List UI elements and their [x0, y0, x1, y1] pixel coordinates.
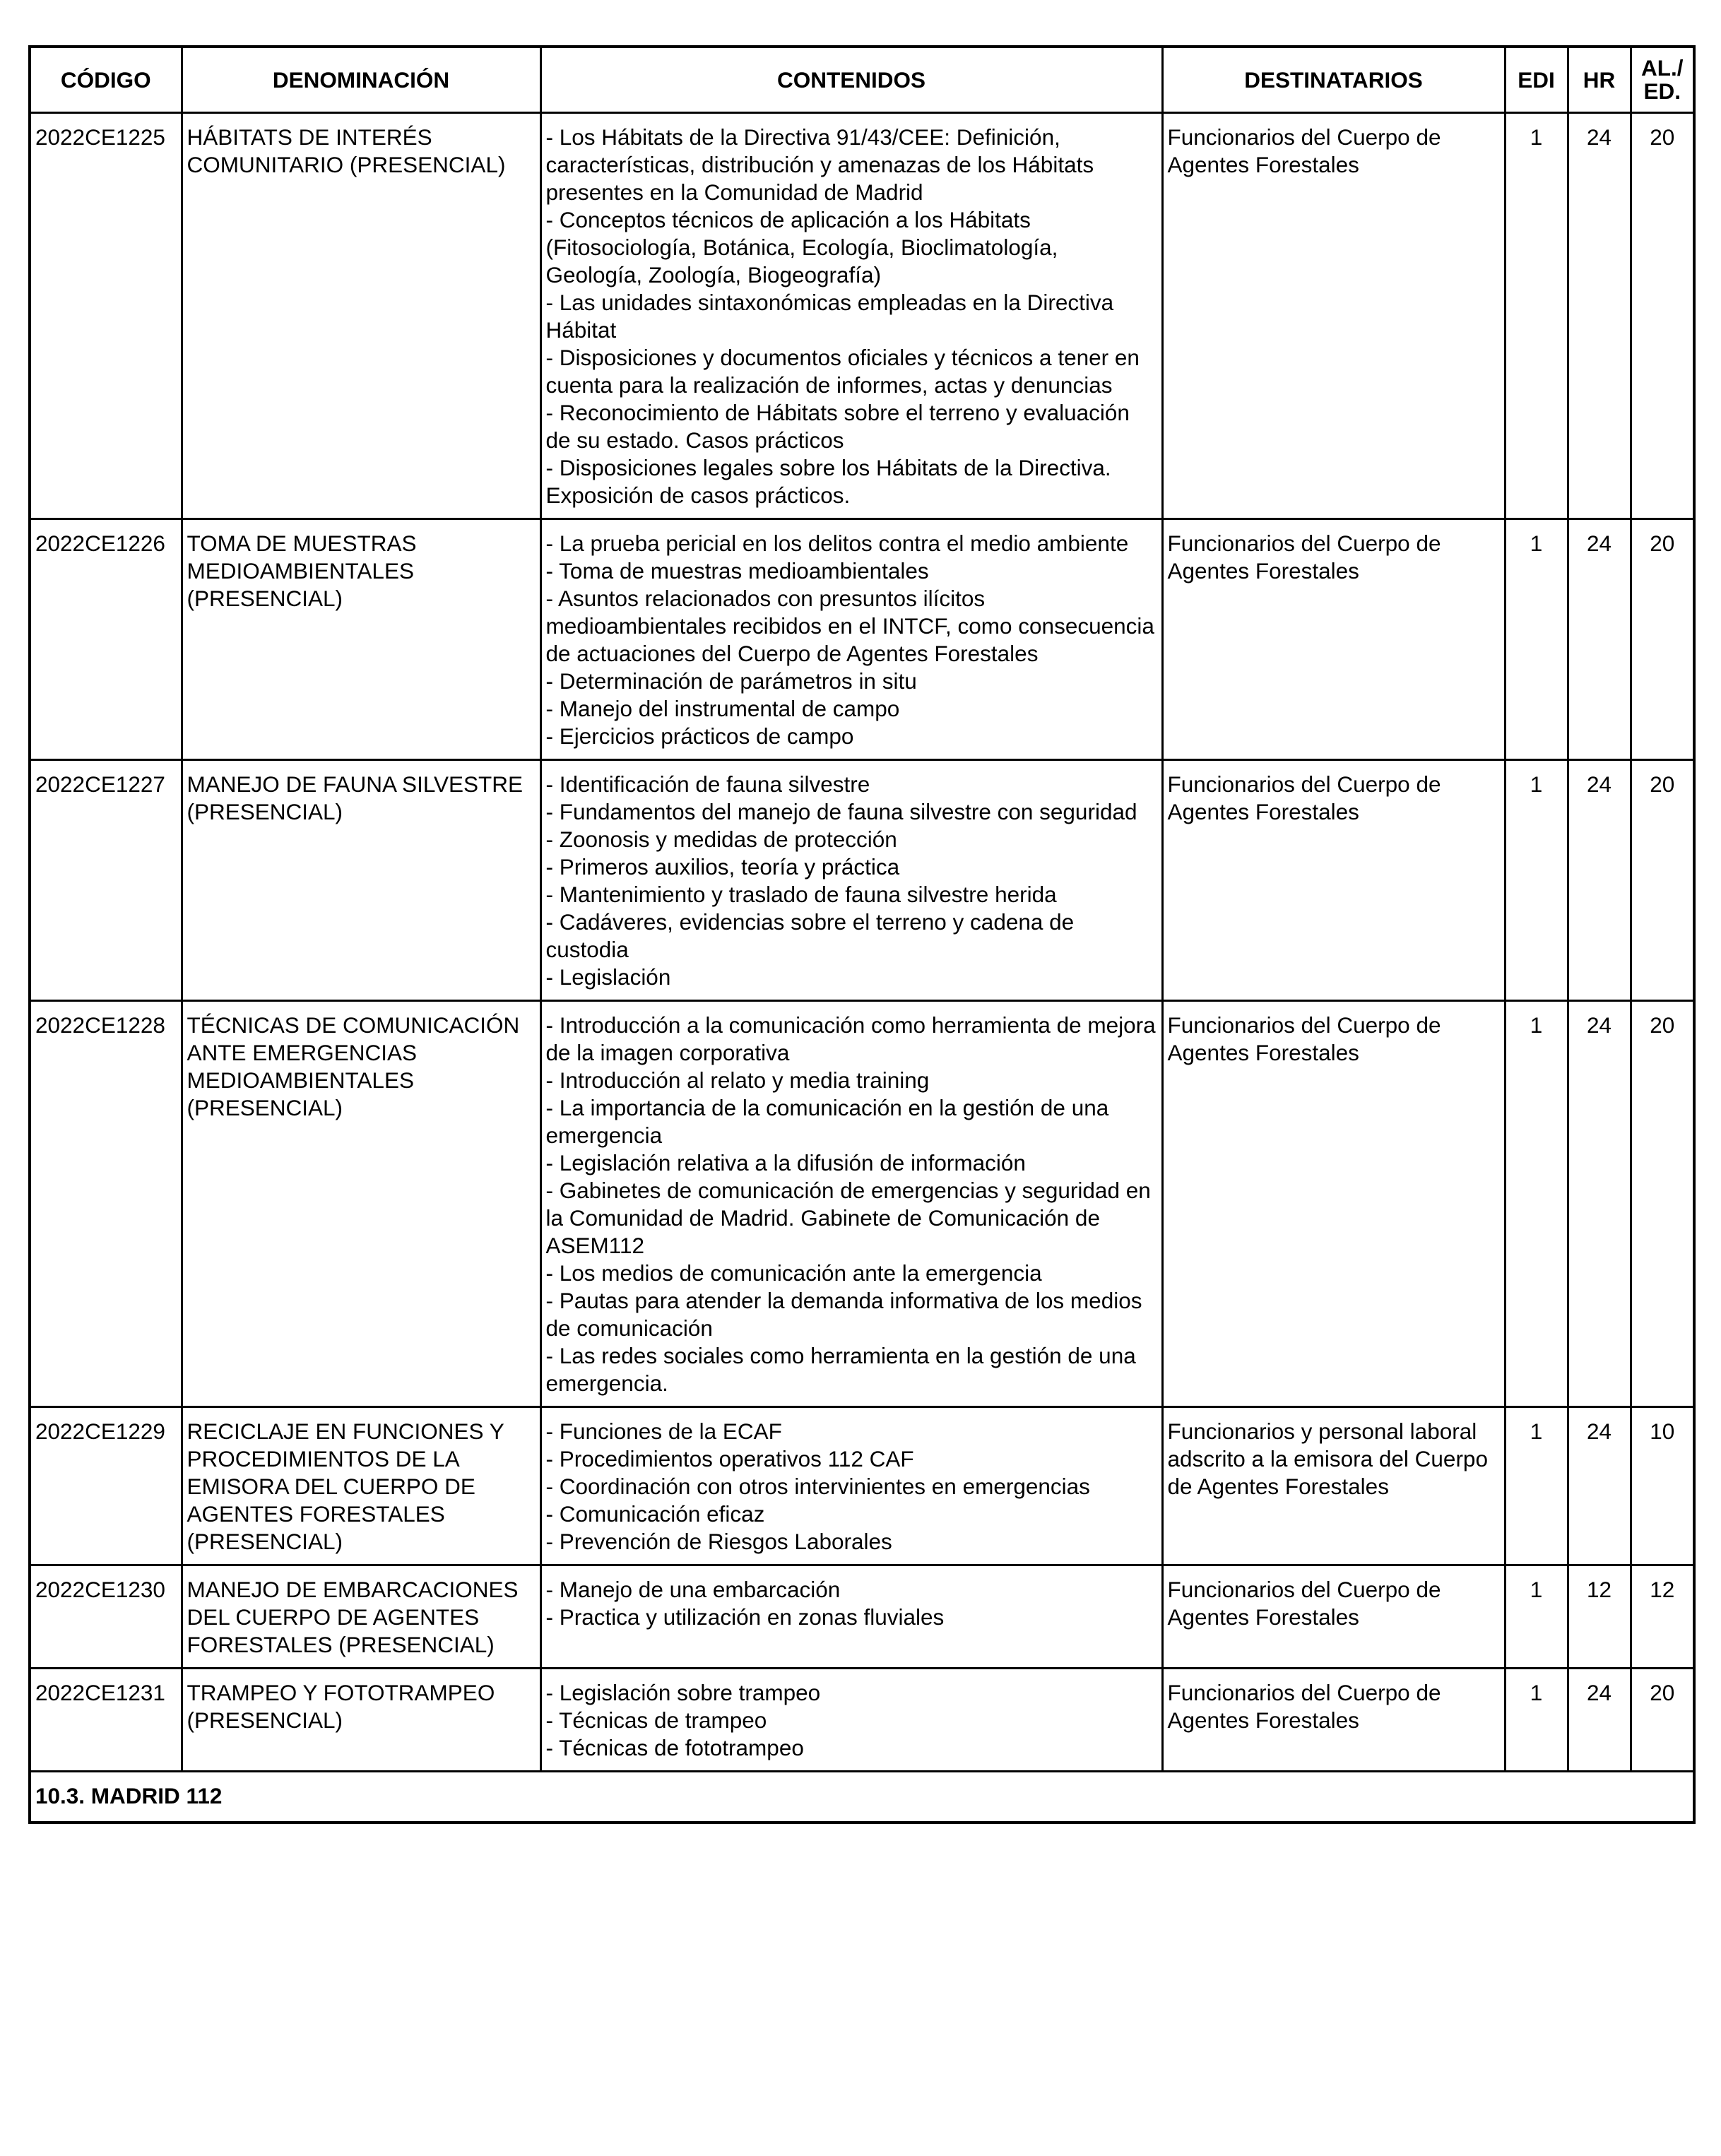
contenido-item: - Reconocimiento de Hábitats sobre el terreno y evaluación de su estado. Casos prácticos	[545, 400, 1130, 453]
cell-denominacion: HÁBITATS DE INTERÉS COMUNITARIO (PRESENCIAL)	[182, 113, 540, 519]
cell-contenidos	[540, 1565, 1162, 1669]
cell-al-ed: 12	[1631, 1565, 1694, 1669]
contenido-item: - Manejo de una embarcación	[545, 1577, 841, 1602]
contenido-item: - La prueba pericial en los delitos contra el medio ambiente	[545, 531, 1129, 556]
cell-edi: 1	[1505, 760, 1568, 1001]
contenido-item: - Toma de muestras medioambientales	[545, 558, 929, 584]
cell-edi: 1	[1505, 1669, 1568, 1772]
table-row	[30, 1565, 1694, 1669]
table-body	[30, 113, 1694, 1772]
header-destinatarios: DESTINATARIOS	[1162, 47, 1505, 113]
contenido-item: - Coordinación con otros intervinientes en emergencias	[545, 1474, 1090, 1499]
table-row	[30, 760, 1694, 1001]
cell-codigo: 2022CE1227	[30, 760, 182, 1001]
cell-contenidos	[540, 113, 1162, 519]
contenido-item: - Los Hábitats de la Directiva 91/43/CEE: Definición, características, distribución y amenazas de los Hábitats presentes en la Comunidad de Madrid	[545, 124, 1094, 205]
cell-hr: 24	[1568, 519, 1631, 760]
contenido-item: - Prevención de Riesgos Laborales	[545, 1529, 892, 1554]
cell-destinatarios: Funcionarios del Cuerpo de Agentes Forestales	[1162, 1001, 1505, 1407]
table-row	[30, 1669, 1694, 1772]
cell-codigo: 2022CE1231	[30, 1669, 182, 1772]
contenido-item: - Pautas para atender la demanda informativa de los medios de comunicación	[545, 1288, 1142, 1341]
contenido-item: - Técnicas de trampeo	[545, 1707, 767, 1733]
table-row	[30, 519, 1694, 760]
cell-destinatarios: Funcionarios del Cuerpo de Agentes Forestales	[1162, 113, 1505, 519]
contenido-item: - Legislación sobre trampeo	[545, 1680, 821, 1705]
table-row	[30, 1407, 1694, 1565]
contenido-item: - Las redes sociales como herramienta en la gestión de una emergencia.	[545, 1343, 1136, 1396]
header-al-ed	[1631, 47, 1694, 113]
cell-destinatarios: Funcionarios del Cuerpo de Agentes Forestales	[1162, 1669, 1505, 1772]
table-row	[30, 1001, 1694, 1407]
header-contenidos: CONTENIDOS	[540, 47, 1162, 113]
cell-denominacion: RECICLAJE EN FUNCIONES Y PROCEDIMIENTOS DE LA EMISORA DEL CUERPO DE AGENTES FORESTALES (PRESENCIAL)	[182, 1407, 540, 1565]
contenido-item: - Disposiciones y documentos oficiales y técnicos a tener en cuenta para la realización de informes, actas y denuncias	[545, 345, 1140, 398]
cell-denominacion: MANEJO DE EMBARCACIONES DEL CUERPO DE AGENTES FORESTALES (PRESENCIAL)	[182, 1565, 540, 1669]
cell-edi: 1	[1505, 1407, 1568, 1565]
cell-hr: 24	[1568, 760, 1631, 1001]
contenido-item: - Legislación	[545, 964, 671, 990]
contenido-item: - Introducción al relato y media training	[545, 1067, 930, 1093]
cell-hr: 24	[1568, 1407, 1631, 1565]
contenido-item: - Legislación relativa a la difusión de información	[545, 1150, 1026, 1175]
contenido-item: - Técnicas de fototrampeo	[545, 1735, 804, 1760]
header-al-ed-line1: AL./	[1641, 55, 1684, 81]
contenido-item: - Disposiciones legales sobre los Hábitats de la Directiva. Exposición de casos prácticos.	[545, 455, 1111, 508]
cell-hr: 24	[1568, 1669, 1631, 1772]
cell-denominacion: TÉCNICAS DE COMUNICACIÓN ANTE EMERGENCIAS MEDIOAMBIENTALES (PRESENCIAL)	[182, 1001, 540, 1407]
cell-al-ed: 20	[1631, 113, 1694, 519]
contenido-item: - Los medios de comunicación ante la emergencia	[545, 1260, 1042, 1286]
contenido-item: - Zoonosis y medidas de protección	[545, 827, 897, 852]
section-row	[30, 1772, 1694, 1823]
course-table	[28, 45, 1696, 1824]
header-codigo: CÓDIGO	[30, 47, 182, 113]
cell-hr: 12	[1568, 1565, 1631, 1669]
cell-codigo: 2022CE1228	[30, 1001, 182, 1407]
contenido-item: - Fundamentos del manejo de fauna silvestre con seguridad	[545, 799, 1137, 824]
cell-denominacion: MANEJO DE FAUNA SILVESTRE (PRESENCIAL)	[182, 760, 540, 1001]
cell-edi: 1	[1505, 113, 1568, 519]
contenido-item: - Conceptos técnicos de aplicación a los Hábitats (Fitosociología, Botánica, Ecología, Bioclimatología, Geología, Zoología, Biogeografía)	[545, 207, 1058, 288]
header-hr: HR	[1568, 47, 1631, 113]
header-denominacion: DENOMINACIÓN	[182, 47, 540, 113]
contenido-item: - Identificación de fauna silvestre	[545, 771, 870, 797]
cell-hr: 24	[1568, 1001, 1631, 1407]
contenido-item: - Asuntos relacionados con presuntos ilícitos medioambientales recibidos en el INTCF, como consecuencia de actuaciones del Cuerpo de Agentes Forestales	[545, 586, 1154, 666]
contenido-item: - Introducción a la comunicación como herramienta de mejora de la imagen corporativa	[545, 1012, 1156, 1065]
cell-destinatarios: Funcionarios y personal laboral adscrito a la emisora del Cuerpo de Agentes Forestales	[1162, 1407, 1505, 1565]
cell-al-ed: 20	[1631, 519, 1694, 760]
contenido-item: - Cadáveres, evidencias sobre el terreno y cadena de custodia	[545, 909, 1075, 962]
cell-denominacion: TOMA DE MUESTRAS MEDIOAMBIENTALES (PRESENCIAL)	[182, 519, 540, 760]
header-row	[30, 47, 1694, 113]
cell-codigo: 2022CE1230	[30, 1565, 182, 1669]
cell-destinatarios: Funcionarios del Cuerpo de Agentes Forestales	[1162, 519, 1505, 760]
cell-edi: 1	[1505, 519, 1568, 760]
contenido-item: - Mantenimiento y traslado de fauna silvestre herida	[545, 882, 1057, 907]
cell-codigo: 2022CE1229	[30, 1407, 182, 1565]
contenido-item: - Gabinetes de comunicación de emergencias y seguridad en la Comunidad de Madrid. Gabinete de Comunicación de ASEM112	[545, 1178, 1151, 1258]
contenido-item: - Funciones de la ECAF	[545, 1418, 782, 1444]
contenido-item: - Ejercicios prácticos de campo	[545, 723, 854, 749]
cell-destinatarios: Funcionarios del Cuerpo de Agentes Forestales	[1162, 1565, 1505, 1669]
cell-codigo: 2022CE1225	[30, 113, 182, 519]
contenido-item: - Las unidades sintaxonómicas empleadas en la Directiva Hábitat	[545, 290, 1114, 343]
contenido-item: - Manejo del instrumental de campo	[545, 696, 900, 721]
cell-contenidos	[540, 1001, 1162, 1407]
contenido-item: - Determinación de parámetros in situ	[545, 668, 917, 694]
section-label: 10.3. MADRID 112	[30, 1772, 1694, 1823]
header-al-ed-line2: ED.	[1643, 78, 1681, 104]
cell-destinatarios: Funcionarios del Cuerpo de Agentes Forestales	[1162, 760, 1505, 1001]
cell-contenidos	[540, 1407, 1162, 1565]
cell-al-ed: 20	[1631, 1001, 1694, 1407]
contenido-item: - Comunicación eficaz	[545, 1501, 765, 1527]
cell-hr: 24	[1568, 113, 1631, 519]
cell-al-ed: 20	[1631, 1669, 1694, 1772]
cell-edi: 1	[1505, 1001, 1568, 1407]
cell-contenidos	[540, 1669, 1162, 1772]
cell-al-ed: 10	[1631, 1407, 1694, 1565]
contenido-item: - La importancia de la comunicación en la gestión de una emergencia	[545, 1095, 1109, 1148]
cell-contenidos	[540, 519, 1162, 760]
header-edi: EDI	[1505, 47, 1568, 113]
cell-codigo: 2022CE1226	[30, 519, 182, 760]
contenido-item: - Procedimientos operativos 112 CAF	[545, 1446, 914, 1471]
contenido-item: - Primeros auxilios, teoría y práctica	[545, 854, 900, 879]
table-row	[30, 113, 1694, 519]
contenido-item: - Practica y utilización en zonas fluviales	[545, 1604, 945, 1630]
cell-edi: 1	[1505, 1565, 1568, 1669]
cell-al-ed: 20	[1631, 760, 1694, 1001]
cell-denominacion: TRAMPEO Y FOTOTRAMPEO (PRESENCIAL)	[182, 1669, 540, 1772]
cell-contenidos	[540, 760, 1162, 1001]
